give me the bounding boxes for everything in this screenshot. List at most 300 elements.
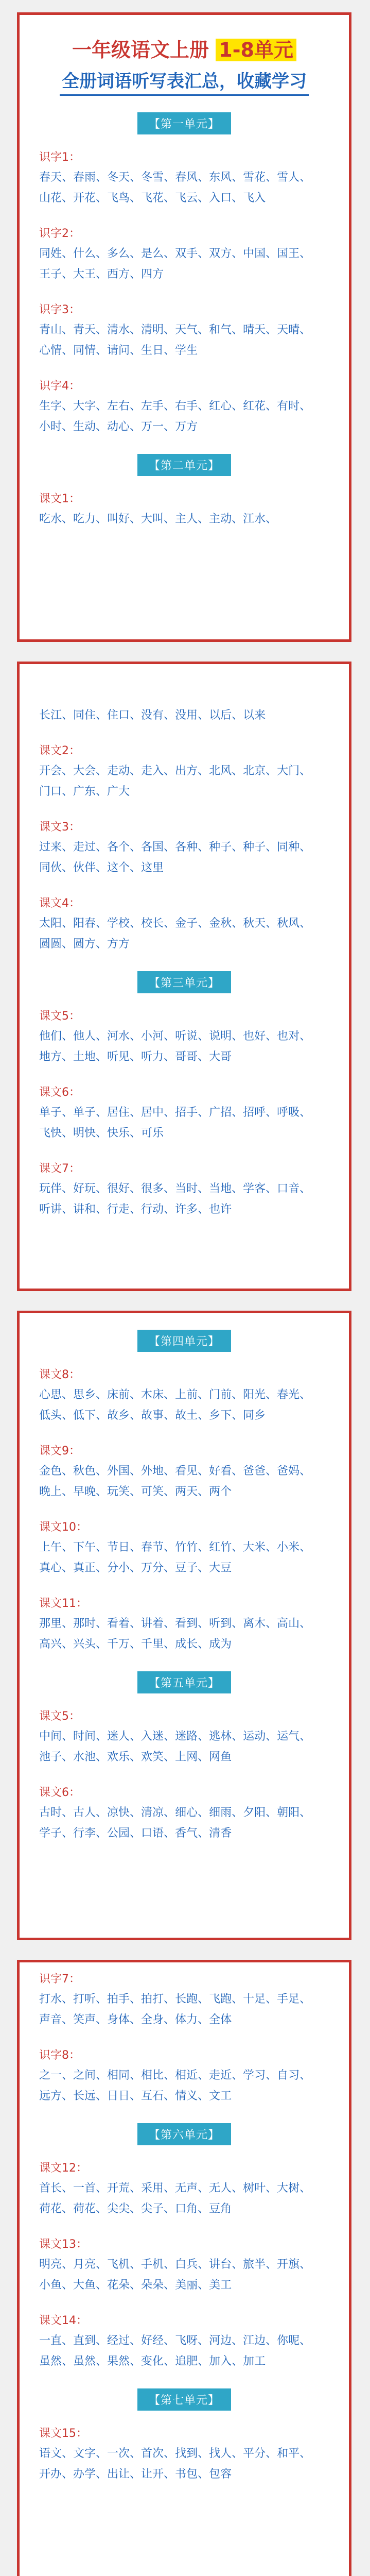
- vocab-word: 和平、: [277, 2447, 311, 2460]
- lesson-section: [39, 1442, 329, 1502]
- vocab-word: 双方、: [209, 247, 243, 260]
- vocab-word: 同乡: [243, 1409, 266, 1422]
- vocab-word: 古人、: [73, 1806, 108, 1819]
- vocab-word: 口语、: [141, 1827, 175, 1840]
- vocab-word: 虽然、: [73, 2355, 108, 2368]
- vocab-word: 听力、: [141, 1050, 175, 1063]
- vocab-word: 青天、: [73, 324, 108, 336]
- lesson-section: [39, 2046, 329, 2107]
- vocab-word: 体力、: [175, 2013, 209, 2026]
- vocab-word: 广东、: [73, 785, 108, 798]
- vocab-word: 也对、: [277, 1030, 311, 1043]
- vocab-word: 伙伴、: [73, 861, 108, 874]
- vocab-word: 出让、: [107, 2468, 142, 2481]
- vocab-word: 飞入: [243, 192, 266, 205]
- vocab-word: 晚上、: [39, 1485, 74, 1498]
- vocab-word: 呼吸、: [277, 1106, 311, 1119]
- lesson-section: [39, 2311, 329, 2372]
- vocab-word: 和气、: [209, 324, 243, 336]
- vocab-word: 金色、: [39, 1465, 74, 1478]
- word-list: [39, 396, 329, 437]
- vocab-word: 白兵、: [175, 2258, 209, 2271]
- word-list: [39, 1614, 329, 1655]
- lesson-title: 识字4：: [39, 380, 80, 393]
- vocab-word: 说明、: [209, 1030, 243, 1043]
- vocab-word: 无人、: [209, 2182, 243, 2195]
- lesson-title: 课文10：: [39, 1521, 87, 1534]
- vocab-word: 万分、: [141, 1562, 175, 1574]
- lesson-section: [39, 377, 329, 437]
- vocab-word: 下午、: [73, 1541, 108, 1554]
- lesson-section: [39, 1159, 329, 1220]
- lesson-section: [39, 1970, 329, 2030]
- vocab-word: 明亮、: [39, 2258, 74, 2271]
- vocab-word: 万方: [175, 420, 198, 433]
- vocab-word: 打听、: [73, 1993, 108, 2006]
- vocab-word: 让开、: [141, 2468, 175, 2481]
- word-list: [39, 2444, 329, 2485]
- lesson-section: [39, 1083, 329, 1144]
- vocab-word: 飞呀、: [175, 2334, 209, 2347]
- vocab-word: 走入、: [141, 765, 175, 777]
- vocab-word: 春天、: [39, 171, 74, 184]
- vocab-word: 逃林、: [209, 1730, 243, 1743]
- vocab-word: 以后、: [209, 709, 243, 722]
- worksheet-page-3: [17, 1311, 351, 1940]
- vocab-word: 相近、: [175, 2069, 209, 2082]
- vocab-word: 语文、: [39, 2447, 74, 2460]
- vocab-word: 吃水、: [39, 513, 74, 526]
- unit-heading: 【第七单元】: [137, 2388, 231, 2411]
- vocab-word: 广大: [107, 785, 130, 798]
- vocab-word: 校长、: [141, 917, 175, 930]
- lesson-section: [39, 1783, 329, 1844]
- unit-heading-row: [39, 971, 329, 993]
- vocab-word: 种子、: [243, 841, 277, 854]
- vocab-word: 低下、: [73, 1409, 108, 1422]
- vocab-word: 看见、: [175, 1465, 209, 1478]
- vocab-word: 北风、: [209, 765, 243, 777]
- vocab-word: 看着、: [107, 1617, 142, 1630]
- vocab-word: 网鱼: [209, 1751, 232, 1764]
- lesson-title: 课文1：: [39, 493, 80, 505]
- vocab-word: 离木、: [243, 1617, 277, 1630]
- vocab-word: 手机、: [141, 2258, 175, 2271]
- vocab-word: 王子、: [39, 268, 74, 281]
- vocab-word: 听见、: [107, 1050, 142, 1063]
- vocab-word: 开荒、: [107, 2182, 142, 2195]
- word-list: [39, 1989, 329, 2030]
- vocab-word: 可笑、: [141, 1485, 175, 1498]
- vocab-word: 豆子、: [175, 1562, 209, 1574]
- vocab-word: 秋色、: [73, 1465, 108, 1478]
- vocab-word: 思乡、: [73, 1388, 108, 1401]
- page-body: [20, 112, 349, 530]
- vocab-word: 各种、: [175, 841, 209, 854]
- vocab-word: 细心、: [175, 1806, 209, 1819]
- vocab-word: 心情、: [39, 344, 74, 357]
- vocab-word: 同姓、: [39, 247, 74, 260]
- vocab-word: 爸爸、: [243, 1465, 277, 1478]
- vocab-word: 明快、: [73, 1127, 108, 1140]
- vocab-word: 细雨、: [209, 1806, 243, 1819]
- vocab-word: 雪花、: [243, 171, 277, 184]
- vocab-word: 小时、: [39, 420, 74, 433]
- vocab-word: 学生: [175, 344, 198, 357]
- word-list: [39, 1179, 329, 1220]
- vocab-word: 是么、: [141, 247, 175, 260]
- vocab-word: 中国、: [243, 247, 277, 260]
- worksheet-page-4: [17, 1960, 351, 2576]
- word-list: [39, 2065, 329, 2107]
- vocab-word: 互石、: [141, 2090, 175, 2103]
- vocab-word: 入口、: [209, 192, 243, 205]
- vocab-word: 河边、: [209, 2334, 243, 2347]
- vocab-word: 开办、: [39, 2468, 74, 2481]
- word-list: [39, 1726, 329, 1768]
- vocab-word: 有时、: [277, 400, 311, 413]
- vocab-word: 同情、: [73, 344, 108, 357]
- vocab-word: 这个、: [107, 861, 142, 874]
- worksheet-page-2: [17, 662, 351, 1291]
- vocab-word: 十足、: [243, 1993, 277, 2006]
- vocab-word: 大树、: [277, 2182, 311, 2195]
- vocab-word: 土地、: [73, 1050, 108, 1063]
- vocab-word: 玩伴、: [39, 1182, 74, 1195]
- vocab-word: 你呢、: [277, 2334, 311, 2347]
- lesson-title: 课文11：: [39, 1597, 87, 1610]
- word-list: [39, 1385, 329, 1426]
- vocab-word: 他们、: [39, 1030, 74, 1043]
- vocab-word: 太阳、: [39, 917, 74, 930]
- vocab-word: 冬雪、: [141, 171, 175, 184]
- unit-heading-row: [39, 1671, 329, 1693]
- vocab-word: 节日、: [107, 1541, 142, 1554]
- vocab-word: 荷花、: [39, 2202, 74, 2215]
- lesson-section: [39, 489, 329, 530]
- vocab-word: 公园、: [107, 1827, 142, 1840]
- vocab-word: 好玩、: [73, 1182, 108, 1195]
- word-list: [39, 244, 329, 285]
- vocab-word: 故乡、: [107, 1409, 142, 1422]
- lesson-title: 课文14：: [39, 2314, 87, 2327]
- vocab-word: 豆角: [209, 2202, 232, 2215]
- vocab-word: 单子、: [39, 1106, 74, 1119]
- vocab-word: 行动、: [141, 1203, 175, 1216]
- vocab-word: 招手、: [175, 1106, 209, 1119]
- lesson-title: 课文5：: [39, 1010, 80, 1023]
- word-list: [39, 2331, 329, 2372]
- vocab-word: 拍打、: [141, 1993, 175, 2006]
- vocab-word: 首次、: [141, 2447, 175, 2460]
- lesson-section: [39, 894, 329, 955]
- word-list: [39, 913, 329, 955]
- vocab-word: 之间、: [73, 2069, 108, 2082]
- vocab-word: 上前、: [175, 1388, 209, 1401]
- lesson-section: [39, 224, 329, 285]
- vocab-word: 朵朵、: [141, 2279, 175, 2292]
- vocab-word: 种子、: [209, 841, 243, 854]
- vocab-word: 上网、: [175, 1751, 209, 1764]
- vocab-word: 上午、: [39, 1541, 74, 1554]
- vocab-word: 圆方、: [73, 938, 108, 951]
- vocab-word: 长江、: [39, 709, 74, 722]
- vocab-word: 运动、: [243, 1730, 277, 1743]
- vocab-word: 美工: [209, 2279, 232, 2292]
- lesson-section: [39, 300, 329, 361]
- vocab-word: 拍手、: [107, 1993, 142, 2006]
- lesson-title: 识字2：: [39, 227, 80, 240]
- vocab-word: 主动、: [209, 513, 243, 526]
- vocab-word: 同住、: [73, 709, 108, 722]
- unit-heading: 【第三单元】: [137, 971, 231, 993]
- vocab-word: 红竹、: [209, 1541, 243, 1554]
- vocab-word: 时间、: [73, 1730, 108, 1743]
- vocab-word: 故土、: [175, 1409, 209, 1422]
- vocab-word: 飞跑、: [209, 1993, 243, 2006]
- vocab-word: 木床、: [141, 1388, 175, 1401]
- lesson-title: 课文6：: [39, 1086, 80, 1099]
- vocab-word: 经过、: [107, 2334, 142, 2347]
- unit-heading-row: [39, 454, 329, 476]
- vocab-word: 哥哥、: [175, 1050, 209, 1063]
- unit-heading-row: [39, 2388, 329, 2411]
- lesson-section: [39, 148, 329, 209]
- vocab-word: 春节、: [141, 1541, 175, 1554]
- vocab-word: 分小、: [107, 1562, 142, 1574]
- vocab-word: 迷路、: [175, 1730, 209, 1743]
- vocab-word: 飞鸟、: [107, 192, 142, 205]
- vocab-word: 之一、: [39, 2069, 74, 2082]
- word-list: [39, 2255, 329, 2296]
- word-list: [39, 761, 329, 802]
- vocab-word: 兴头、: [73, 1638, 108, 1651]
- vocab-word: 门口、: [39, 785, 74, 798]
- word-list: [39, 837, 329, 878]
- page-subtitle: 全册词语听写表汇总，收藏学习: [60, 69, 309, 96]
- lesson-title: 课文9：: [39, 1445, 80, 1458]
- lesson-title: 课文2：: [39, 744, 80, 757]
- lesson-title: 课文7：: [39, 1162, 80, 1175]
- vocab-word: 欢乐、: [107, 1751, 142, 1764]
- vocab-word: 金秋、: [209, 917, 243, 930]
- vocab-word: 没用、: [175, 709, 209, 722]
- vocab-word: 西方、: [107, 268, 142, 281]
- vocab-word: 门前、: [209, 1388, 243, 1401]
- vocab-word: 四方: [141, 268, 164, 281]
- vocab-word: 尖尖、: [107, 2202, 142, 2215]
- vocab-word: 大会、: [73, 765, 108, 777]
- vocab-word: 全体: [209, 2013, 232, 2026]
- vocab-word: 成长、: [175, 1638, 209, 1651]
- vocab-word: 冬天、: [107, 171, 142, 184]
- vocab-word: 走过、: [73, 841, 108, 854]
- vocab-word: 很多、: [141, 1182, 175, 1195]
- vocab-word: 北京、: [243, 765, 277, 777]
- vocab-word: 同种、: [277, 841, 311, 854]
- lesson-section: [39, 1707, 329, 1768]
- vocab-word: 山花、: [39, 192, 74, 205]
- vocab-word: 金子、: [175, 917, 209, 930]
- vocab-word: 大哥: [209, 1050, 232, 1063]
- vocab-word: 很好、: [107, 1182, 142, 1195]
- lesson-title: 课文15：: [39, 2427, 87, 2440]
- vocab-word: 无声、: [175, 2182, 209, 2195]
- vocab-word: 凉快、: [107, 1806, 142, 1819]
- vocab-word: 玩笑、: [107, 1485, 142, 1498]
- vocab-word: 也许: [209, 1203, 232, 1216]
- vocab-word: 迷人、: [107, 1730, 142, 1743]
- vocab-word: 红心、: [209, 400, 243, 413]
- lesson-section: [39, 1518, 329, 1579]
- unit-heading: 【第五单元】: [137, 1671, 231, 1693]
- vocab-word: 春雨、: [73, 171, 108, 184]
- vocab-word: 走动、: [107, 765, 142, 777]
- vocab-word: 红花、: [243, 400, 277, 413]
- vocab-word: 一直、: [39, 2334, 74, 2347]
- vocab-word: 江水、: [243, 513, 277, 526]
- vocab-word: 同伙、: [39, 861, 74, 874]
- vocab-word: 学客、: [243, 1182, 277, 1195]
- vocab-word: 大豆: [209, 1562, 232, 1574]
- vocab-word: 清水、: [107, 324, 142, 336]
- vocab-word: 找人、: [209, 2447, 243, 2460]
- vocab-word: 虽然、: [39, 2355, 74, 2368]
- vocab-word: 变化、: [141, 2355, 175, 2368]
- vocab-word: 叫好、: [107, 513, 142, 526]
- vocab-word: 办学、: [73, 2468, 108, 2481]
- vocab-word: 阳春、: [73, 917, 108, 930]
- vocab-word: 大王、: [73, 268, 108, 281]
- word-list: [39, 320, 329, 361]
- vocab-word: 清凉、: [141, 1806, 175, 1819]
- vocab-word: 直到、: [73, 2334, 108, 2347]
- vocab-word: 学校、: [107, 917, 142, 930]
- vocab-word: 花朵、: [107, 2279, 142, 2292]
- vocab-word: 讲着、: [141, 1617, 175, 1630]
- lesson-title: 课文12：: [39, 2162, 87, 2175]
- vocab-word: 天晴、: [277, 324, 311, 336]
- vocab-word: 晴天、: [243, 324, 277, 336]
- vocab-word: 右手、: [175, 400, 209, 413]
- vocab-word: 出方、: [175, 765, 209, 777]
- vocab-word: 首长、: [39, 2182, 74, 2195]
- vocab-word: 住口、: [107, 709, 142, 722]
- vocab-word: 听说、: [175, 1030, 209, 1043]
- vocab-word: 左右、: [107, 400, 142, 413]
- title-highlight: 1-8单元: [216, 39, 296, 61]
- vocab-word: 竹竹、: [175, 1541, 209, 1554]
- lesson-title: 识字7：: [39, 1973, 80, 1986]
- vocab-word: 大字、: [73, 400, 108, 413]
- vocab-word: 口角、: [175, 2202, 209, 2215]
- vocab-word: 全身、: [141, 2013, 175, 2026]
- lesson-title: 识字3：: [39, 303, 80, 316]
- vocab-word: 这里: [141, 861, 164, 874]
- word-list: [39, 167, 329, 209]
- vocab-word: 真心、: [39, 1562, 74, 1574]
- unit-heading-row: [39, 112, 329, 134]
- vocab-word: 美丽、: [175, 2279, 209, 2292]
- lesson-title: 识字8：: [39, 2049, 80, 2062]
- vocab-word: 学习、: [243, 2069, 277, 2082]
- vocab-word: 夕阳、: [243, 1806, 277, 1819]
- vocab-word: 书包、: [175, 2468, 209, 2481]
- word-list: [39, 1461, 329, 1502]
- word-list: [39, 705, 329, 726]
- vocab-word: 床前、: [107, 1388, 142, 1401]
- vocab-word: 学子、: [39, 1827, 74, 1840]
- vocab-word: 香气、: [175, 1827, 209, 1840]
- vocab-word: 树叶、: [243, 2182, 277, 2195]
- vocab-word: 居中、: [141, 1106, 175, 1119]
- vocab-word: 圆圆、: [39, 938, 74, 951]
- vocab-word: 欢笑、: [141, 1751, 175, 1764]
- vocab-word: 小河、: [141, 1030, 175, 1043]
- vocab-word: 声音、: [39, 2013, 74, 2026]
- vocab-word: 远方、: [39, 2090, 74, 2103]
- vocab-word: 旅半、: [243, 2258, 277, 2271]
- vocab-word: 尖子、: [141, 2202, 175, 2215]
- vocab-word: 高山、: [277, 1617, 311, 1630]
- vocab-word: 身体、: [107, 2013, 142, 2026]
- worksheet-page-1: [17, 12, 351, 642]
- vocab-word: 文字、: [73, 2447, 108, 2460]
- vocab-word: 请问、: [107, 344, 142, 357]
- vocab-word: 阳光、: [243, 1388, 277, 1401]
- vocab-word: 他人、: [73, 1030, 108, 1043]
- lesson-title: 课文6：: [39, 1786, 80, 1799]
- vocab-word: 开旗、: [277, 2258, 311, 2271]
- unit-heading: 【第六单元】: [137, 2123, 231, 2145]
- vocab-word: 生日、: [141, 344, 175, 357]
- vocab-word: 长远、: [73, 2090, 108, 2103]
- vocab-word: 自习、: [277, 2069, 311, 2082]
- vocab-word: 情义、: [175, 2090, 209, 2103]
- vocab-word: 单子、: [73, 1106, 108, 1119]
- vocab-word: 以来: [243, 709, 266, 722]
- unit-heading: 【第一单元】: [137, 112, 231, 134]
- vocab-word: 各国、: [141, 841, 175, 854]
- vocab-word: 加入、: [209, 2355, 243, 2368]
- vocab-word: 飞云、: [175, 192, 209, 205]
- lesson-section: [39, 2159, 329, 2219]
- unit-heading: 【第二单元】: [137, 454, 231, 476]
- vocab-word: 爸妈、: [277, 1465, 311, 1478]
- vocab-word: 好看、: [209, 1465, 243, 1478]
- lesson-title: 识字1：: [39, 151, 80, 164]
- vocab-word: 相同、: [107, 2069, 142, 2082]
- vocab-word: 方方: [107, 938, 130, 951]
- vocab-word: 月亮、: [73, 2258, 108, 2271]
- vocab-word: 左手、: [141, 400, 175, 413]
- vocab-word: 听到、: [209, 1617, 243, 1630]
- page-body: [20, 1330, 349, 1844]
- vocab-word: 天气、: [175, 324, 209, 336]
- vocab-word: 开花、: [73, 192, 108, 205]
- lesson-title: 课文5：: [39, 1710, 80, 1723]
- page-body: [20, 705, 349, 1220]
- vocab-word: 心思、: [39, 1388, 74, 1401]
- vocab-word: 大叫、: [141, 513, 175, 526]
- vocab-word: 成为: [209, 1638, 232, 1651]
- vocab-word: 相比、: [141, 2069, 175, 2082]
- vocab-word: 万一、: [141, 420, 175, 433]
- vocab-word: 长跑、: [175, 1993, 209, 2006]
- vocab-word: 古时、: [39, 1806, 74, 1819]
- vocab-word: 讲和、: [73, 1203, 108, 1216]
- vocab-word: 生字、: [39, 400, 74, 413]
